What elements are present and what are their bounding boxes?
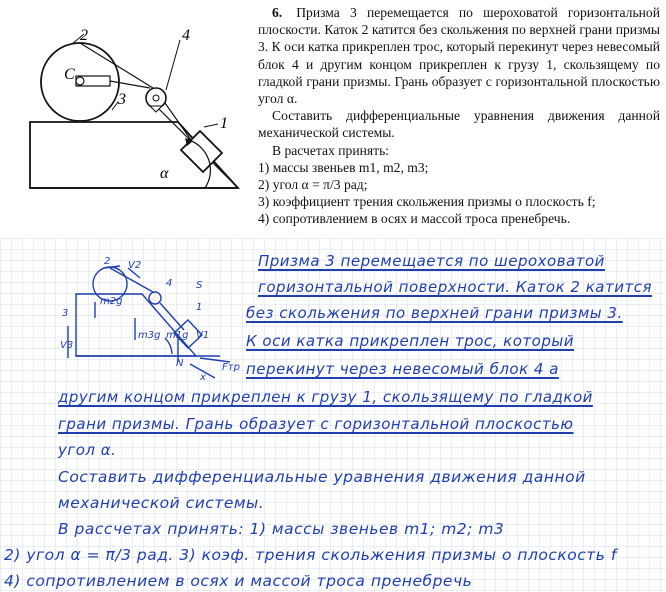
paragraph-1-text: Призма 3 перемещается по шероховатой горизонтальной плоскости. Каток 2 катится без скольжения по верхней грани призмы 3. К оси катка прикреплен трос, который перекинут через невесомый блок 4 и другим концом прикреплен к грузу 1, скользящему по гладкой грани призмы. Грань образует с горизонтальной плоскостью угол α. [258,5,660,107]
label-2: 2 [80,27,88,44]
label-1: 1 [220,115,228,132]
sketch-label-v3: V3 [60,340,74,351]
problem-number: 6. [272,5,283,20]
paragraph-2-text: Составить дифференциальные уравнения движения данной механической системы. [258,108,660,141]
label-3: 3 [118,91,126,108]
hw-line-10: механической системы. [58,494,265,512]
sketch-label-m1g: m1g [166,330,189,341]
mechanism-figure [0,0,250,240]
sketch-label-ftr: Fтр [222,362,240,373]
label-4: 4 [182,27,190,44]
item-4: 4) сопротивлением в осях и массой троса пренебречь. [258,211,571,227]
intro-line [258,142,660,159]
sketch-label-4: 4 [166,278,173,289]
hw-line-5: перекинут через невесомый блок 4 а [246,360,559,378]
sketch-label-2: 2 [104,256,111,267]
sketch-label-1: 1 [196,302,203,313]
hw-line-1: Призма 3 перемещается по шероховатой [258,252,605,270]
label-c: C [64,66,75,83]
sketch-label-s: S [196,280,203,291]
sketch-label-x: x [200,372,206,383]
hw-line-9: Составить дифференциальные уравнения движения данной [58,468,586,486]
hw-line-11: В рассчетах принять: 1) массы звеньев m1; m2; m3 [58,520,505,538]
hw-line-7: грани призмы. Грань образует с горизонтальной плоскостью [58,415,574,433]
hw-line-12: 2) угол α = π/3 рад. 3) коэф. трения скольжения призмы о плоскость f [4,546,617,564]
problem-statement [258,4,660,228]
item-1: 1) массы звеньев m1, m2, m3; [258,159,429,175]
sketch-label-3: 3 [62,308,69,319]
item-2: 2) угол α = π/3 рад; [258,177,368,193]
hw-line-2: горизонтальной поверхности. Каток 2 катится [258,278,652,296]
label-alpha: α [160,165,169,182]
paragraph-2 [258,107,660,141]
paragraph-1 [258,4,660,107]
sketch-label-v2: V2 [128,260,142,271]
intro-text: В расчетах принять: [272,142,390,158]
hw-line-8: угол α. [58,441,117,459]
sketch-label-m3g: m3g [138,330,161,341]
hw-line-13: 4) сопротивлением в осях и массой троса пренебречь [4,572,473,590]
item-3: 3) коэффициент трения скольжения призмы о плоскость f; [258,194,596,210]
hw-line-6: другим концом прикреплен к грузу 1, скользящему по гладкой [58,388,593,406]
sketch-label-n: N [176,358,184,369]
sketch-label-v1: V1 [196,330,210,341]
hw-line-3: без скольжения по верхней грани призмы 3. [246,304,623,322]
notebook-page [0,238,666,592]
sketch-label-m2g: m2g [100,296,123,307]
hw-line-4: К оси катка прикреплен трос, который [246,332,574,350]
